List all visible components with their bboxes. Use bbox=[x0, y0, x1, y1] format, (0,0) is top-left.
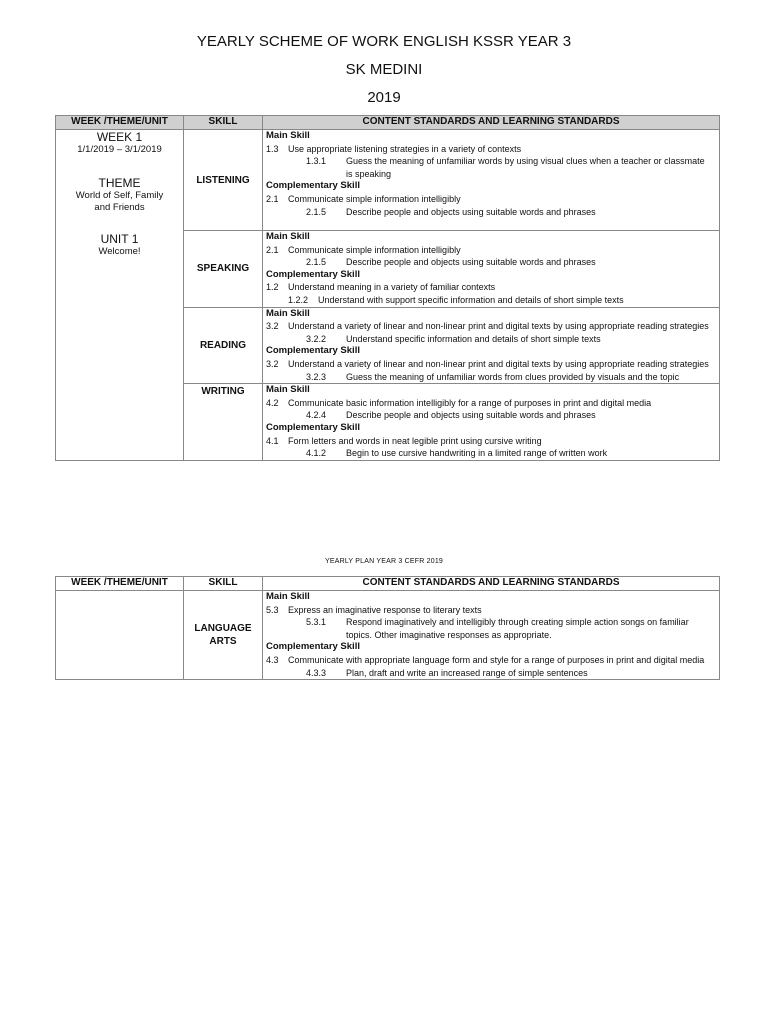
content-standard: Use appropriate listening strategies in a variety of contexts bbox=[288, 143, 522, 154]
week-theme-unit-cell bbox=[56, 130, 184, 461]
col-header-standards: CONTENT STANDARDS AND LEARNING STANDARDS bbox=[263, 116, 720, 130]
col-header-week: WEEK /THEME/UNIT bbox=[56, 116, 184, 130]
ls-number: 3.2.3 bbox=[306, 371, 327, 382]
cs-number: 4.1 bbox=[266, 435, 279, 446]
unit-name: Welcome! bbox=[98, 246, 141, 257]
content-standard: Communicate simple information intelligibly bbox=[288, 193, 461, 204]
skill-speaking: SPEAKING bbox=[184, 231, 263, 308]
learning-standard: Respond imaginatively and intelligibly through creating simple action songs on familiar topics. Other imaginative responses as appropriate. bbox=[346, 617, 689, 640]
ls-number: 4.3.3 bbox=[306, 667, 327, 678]
table-row-listening bbox=[56, 130, 720, 231]
theme-line-2: and Friends bbox=[94, 202, 145, 213]
learning-standard: Guess the meaning of unfamiliar words from clues provided by visuals and the topic bbox=[346, 371, 680, 382]
col-header-week: WEEK /THEME/UNIT bbox=[56, 577, 184, 591]
skill-language-arts bbox=[184, 591, 263, 680]
content-standard: Form letters and words in neat legible print using cursive writing bbox=[288, 435, 542, 446]
standards-listening bbox=[263, 130, 720, 231]
content-standard: Communicate with appropriate language form and style for a range of purposes in print and digital media bbox=[288, 654, 705, 665]
cs-number: 5.3 bbox=[266, 604, 279, 615]
learning-standard: Plan, draft and write an increased range of simple sentences bbox=[346, 667, 588, 678]
skill-label-line-2: ARTS bbox=[209, 636, 237, 648]
learning-standard: Understand specific information and details of short simple texts bbox=[346, 333, 601, 344]
main-skill-heading: Main Skill bbox=[266, 591, 310, 602]
learning-standard: Begin to use cursive handwriting in a limited range of written work bbox=[346, 448, 608, 459]
theme-line-1: World of Self, Family bbox=[75, 190, 164, 201]
main-skill-heading: Main Skill bbox=[266, 384, 310, 396]
theme-label: THEME bbox=[98, 176, 141, 190]
ls-number: 3.2.2 bbox=[306, 333, 327, 344]
learning-standard: Describe people and objects using suitable words and phrases bbox=[346, 410, 596, 421]
scheme-table bbox=[55, 115, 720, 461]
ls-number: 2.1.5 bbox=[306, 206, 327, 217]
yearly-plan-subtitle: YEARLY PLAN YEAR 3 CEFR 2019 bbox=[324, 558, 444, 565]
main-skill-heading: Main Skill bbox=[266, 231, 310, 242]
table-header-row bbox=[56, 577, 720, 591]
school-name: SK MEDINI bbox=[345, 61, 423, 78]
table-header-row bbox=[56, 116, 720, 130]
skill-label-line-1: LANGUAGE bbox=[194, 623, 252, 635]
learning-standard: Guess the meaning of unfamiliar words by using visual clues when a teacher or classmate is speaking bbox=[346, 156, 705, 179]
content-standard: Understand a variety of linear and non-linear print and digital texts by using appropriate reading strategies bbox=[288, 321, 709, 332]
week-dates: 1/1/2019 – 3/1/2019 bbox=[77, 144, 162, 155]
complementary-skill-heading: Complementary Skill bbox=[266, 268, 360, 280]
table-row-language-arts bbox=[56, 591, 720, 680]
complementary-skill-heading: Complementary Skill bbox=[266, 421, 360, 433]
learning-standard: Describe people and objects using suitable words and phrases bbox=[346, 257, 596, 268]
cs-number: 3.2 bbox=[266, 358, 279, 369]
cs-number: 3.2 bbox=[266, 321, 279, 332]
complementary-skill-heading: Complementary Skill bbox=[266, 345, 360, 357]
cs-number: 1.2 bbox=[266, 282, 279, 293]
skill-reading: READING bbox=[184, 307, 263, 384]
content-standard: Express an imaginative response to literary texts bbox=[288, 604, 482, 615]
unit-label: UNIT 1 bbox=[100, 232, 139, 246]
main-skill-heading: Main Skill bbox=[266, 130, 310, 141]
standards-speaking bbox=[263, 231, 720, 308]
week-theme-unit-cell-empty bbox=[56, 591, 184, 680]
complementary-skill-heading: Complementary Skill bbox=[266, 641, 360, 653]
week-label: WEEK 1 bbox=[96, 130, 143, 144]
skill-listening: LISTENING bbox=[184, 130, 263, 231]
ls-number: 1.2.2 bbox=[288, 294, 309, 305]
ls-number: 5.3.1 bbox=[306, 617, 327, 628]
cs-number: 4.3 bbox=[266, 654, 279, 665]
cs-number: 4.2 bbox=[266, 397, 279, 408]
ls-number: 4.2.4 bbox=[306, 410, 327, 421]
standards-language-arts bbox=[263, 591, 720, 680]
complementary-skill-heading: Complementary Skill bbox=[266, 180, 360, 192]
col-header-standards: CONTENT STANDARDS AND LEARNING STANDARDS bbox=[263, 577, 720, 591]
content-standard: Communicate basic information intelligibly for a range of purposes in print and digital media bbox=[288, 397, 652, 408]
learning-standard: Understand with support specific information and details of short simple texts bbox=[318, 294, 624, 305]
language-arts-table bbox=[55, 576, 720, 680]
learning-standard: Describe people and objects using suitable words and phrases bbox=[346, 206, 596, 217]
standards-reading bbox=[263, 307, 720, 384]
col-header-skill: SKILL bbox=[184, 116, 263, 130]
skill-writing: WRITING bbox=[184, 384, 263, 461]
ls-number: 4.1.2 bbox=[306, 448, 327, 459]
document-title: YEARLY SCHEME OF WORK ENGLISH KSSR YEAR 3 bbox=[196, 33, 572, 50]
content-standard: Understand a variety of linear and non-linear print and digital texts by using appropriate reading strategies bbox=[288, 358, 709, 369]
cs-number: 2.1 bbox=[266, 244, 279, 255]
ls-number: 2.1.5 bbox=[306, 257, 327, 268]
col-header-skill: SKILL bbox=[184, 577, 263, 591]
standards-writing bbox=[263, 384, 720, 461]
cs-number: 1.3 bbox=[266, 143, 279, 154]
content-standard: Communicate simple information intelligibly bbox=[288, 244, 461, 255]
content-standard: Understand meaning in a variety of familiar contexts bbox=[288, 282, 496, 293]
cs-number: 2.1 bbox=[266, 193, 279, 204]
ls-number: 1.3.1 bbox=[306, 156, 327, 167]
year-label: 2019 bbox=[367, 89, 401, 106]
main-skill-heading: Main Skill bbox=[266, 307, 310, 319]
